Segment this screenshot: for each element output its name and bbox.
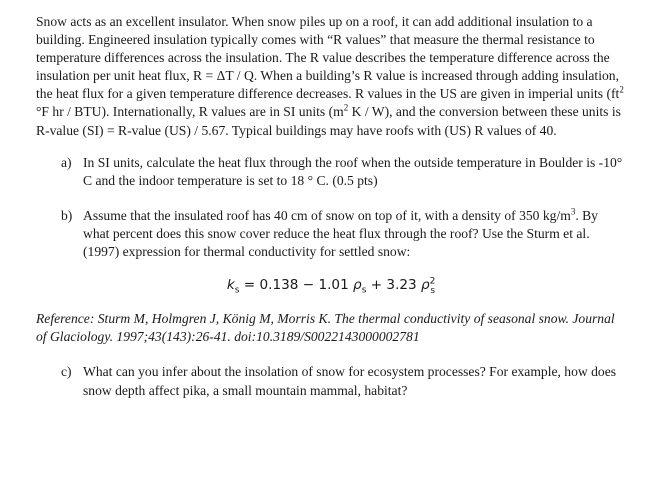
formula-middle-1: = 0.138 − 1.01 [239,277,354,294]
question-c-label: c) [61,364,72,380]
formula-k: k [226,277,235,294]
question-b-superscript: 3 [570,206,576,217]
question-b-text-part-1: Assume that the insulated roof has 40 cm of snow on top of it, with a density of 350 kg/m [83,207,571,223]
question-c [36,363,626,399]
question-a-text: In SI units, calculate the heat flux through the roof when the outside temperature in Boulder is -10° C and the indoor temperature is set to 18 ° C. (0.5 pts) [83,154,623,188]
document-page [36,13,626,400]
formula-rho-2-subscript: s [430,285,436,296]
intro-paragraph [36,13,626,140]
question-a-label: a) [61,154,72,170]
question-b-text-part-2: . By what percent does this snow cover reduce the heat flux through the roof? Use the Sturm et al. (1997) expression for thermal conductivity for settled snow: [83,207,598,260]
formula-middle-2: + 3.23 [366,277,422,294]
question-c-text: What can you infer about the insolation of snow for ecosystem processes? For example, how does snow depth affect pika, a small mountain mammal, habitat? [83,364,617,398]
reference-citation: Reference: Sturm M, Holmgren J, König M, Morris K. The thermal conductivity of seasonal snow. Journal of Glaciology. 1997;43(143):26-41. doi:10.3189/S0022143000002781 [36,311,615,345]
thermal-conductivity-formula [36,276,626,294]
intro-text-part-1: Snow acts as an excellent insulator. When snow piles up on a roof, it can add additional insulation to a building. Engineered insulation typically comes with “R values” that measure the thermal resistance to temperature differences across the insulation. The R value describes the temperature difference across the insulation per unit heat flux, R = ΔT / Q. When a building’s R value is increased through adding insulation, the heat flux for a given temperature difference decreases. R values in the US are given in imperial units (ft [36,14,620,102]
question-b [36,207,626,261]
intro-superscript-ft2: 2 [619,84,624,95]
intro-superscript-m2: 2 [343,102,349,113]
formula-k-subscript: s [234,285,240,296]
intro-text-part-2: °F hr / BTU). Internationally, R values are in SI units (m [36,104,344,120]
question-a [36,154,626,190]
formula-rho-1: ρ [353,277,362,294]
question-b-label: b) [61,207,73,223]
formula-rho-2-superscript: 2 [429,276,436,287]
intro-text-part-3: K / W), and the conversion between these units is R-value (SI) = R-value (US) / 5.67. Typical buildings may have roofs with (US) R values of 40. [36,104,621,138]
formula-rho-1-subscript: s [361,285,367,296]
formula-rho-2: ρ [421,277,430,294]
